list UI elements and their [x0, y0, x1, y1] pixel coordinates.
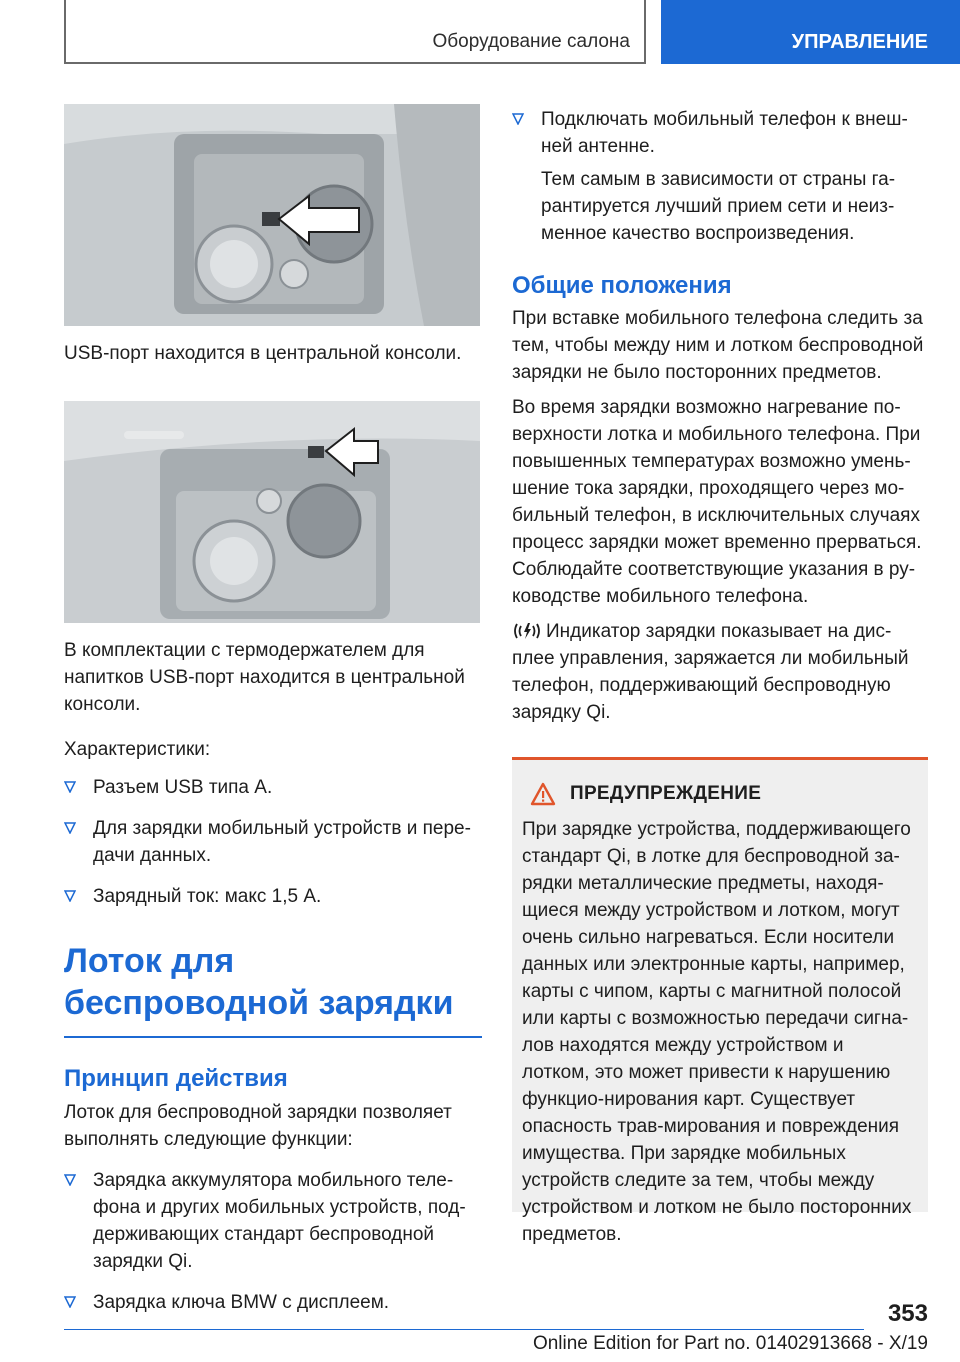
subsection-title-principle: Принцип действия: [64, 1065, 288, 1092]
header-chapter-tab: УПРАВЛЕНИЕ: [661, 0, 960, 64]
principle-text: Лоток для беспроводной зарядки позволяет выполнять следующие функции:: [64, 1102, 452, 1150]
usb-port-cupholder-photo: [64, 401, 480, 623]
list-item: [64, 815, 482, 869]
warning-box: [512, 757, 928, 1245]
bullet-triangle-icon: [64, 781, 76, 793]
caption-usb-port: USB-порт находится в центральной консоли.: [64, 343, 462, 364]
list-item: [64, 883, 482, 910]
header-section-title: Оборудование салона: [432, 31, 630, 52]
footer-edition: Online Edition for Part no. 01402913668 - X/19: [532, 1333, 928, 1354]
features-label: Характеристики:: [64, 739, 211, 760]
function-text: Зарядка аккумулятора мобильного теле-фона и других мобильных устройств, под-держивающих стандарт беспроводной зарядки Qi.: [93, 1170, 466, 1272]
usb-port-photo: [64, 104, 480, 326]
list-item: [64, 1167, 482, 1275]
warning-text: При зарядке устройства, поддерживающего стандарт Qi, в лотке для беспроводной за-рядки металлические предметы, находя-щиеся между устройством и лотком, могут очень сильно нагреваться. Если носители данных или электронные карты, например, карты с чипом, карты с магнитной полосой или карты с возможностью передачи сигна-лов находятся между устройством и лотком, это может привести к нарушению функцио-нирования карт. Существует опасность трав-мирования и повреждения имущества. При зарядке мобильных устройств следите за тем, чтобы между устройством и лотком не было посторонних предметов.: [522, 819, 912, 1245]
bullet-triangle-icon: [64, 822, 76, 834]
bullet-triangle-icon: [512, 113, 524, 125]
page-number: 353: [887, 1300, 928, 1327]
list-item: [512, 106, 930, 160]
indicator-text: Индикатор зарядки показывает на дис-плее управления, заряжается ли мобильный телефон, поддерживающий беспроводную зарядку Qi.: [512, 621, 909, 723]
left-column: [64, 104, 482, 1316]
subsection-title-general: Общие положения: [512, 272, 732, 299]
bullet-triangle-icon: [64, 1174, 76, 1186]
bullet-triangle-icon: [64, 1296, 76, 1308]
feature-text: Зарядный ток: макс 1,5 A.: [93, 886, 322, 907]
warning-title: ПРЕДУПРЕЖДЕНИЕ: [570, 783, 762, 804]
footer-divider: [64, 1329, 864, 1330]
function-text: Зарядка ключа BMW с дисплеем.: [93, 1292, 390, 1313]
right-column: [512, 104, 930, 784]
antenna-bullet-text: Подключать мобильный телефон к внеш-ней антенне.: [541, 109, 908, 157]
antenna-note: Тем самым в зависимости от страны га-рантируется лучший прием сети и неиз-менное качество воспроизведения.: [541, 169, 896, 244]
bullet-triangle-icon: [64, 890, 76, 902]
list-item: [64, 774, 482, 801]
list-item: [64, 1289, 482, 1316]
section-title-wireless-tray: Лоток для беспроводной зарядки: [64, 942, 454, 1022]
warning-triangle-icon: [530, 782, 556, 806]
caption-usb-cupholder: В комплектации с термодержателем для напитков USB-порт находится в центральной консоли.: [64, 640, 465, 715]
wireless-charging-icon: [512, 621, 542, 641]
warning-header: [522, 782, 914, 806]
general-paragraph-1: При вставке мобильного телефона следить за тем, чтобы между ним и лотком беспроводной зарядки не было посторонних предметов.: [512, 308, 924, 383]
feature-text: Для зарядки мобильный устройств и пере-дачи данных.: [93, 818, 471, 866]
indicator-paragraph: [512, 618, 930, 726]
section-divider: [64, 1036, 482, 1038]
feature-text: Разъем USB типа A.: [93, 777, 273, 798]
general-paragraph-2: Во время зарядки возможно нагревание по-верхности лотка и мобильного телефона. При повышенных температурах возможно умень-шение тока зарядки, проходящего через мо-бильный телефон, в исключительных случаях процесс зарядки может временно прерваться. Соблюдайте соответствующие указания в ру-ководстве мобильного телефона.: [512, 397, 922, 607]
